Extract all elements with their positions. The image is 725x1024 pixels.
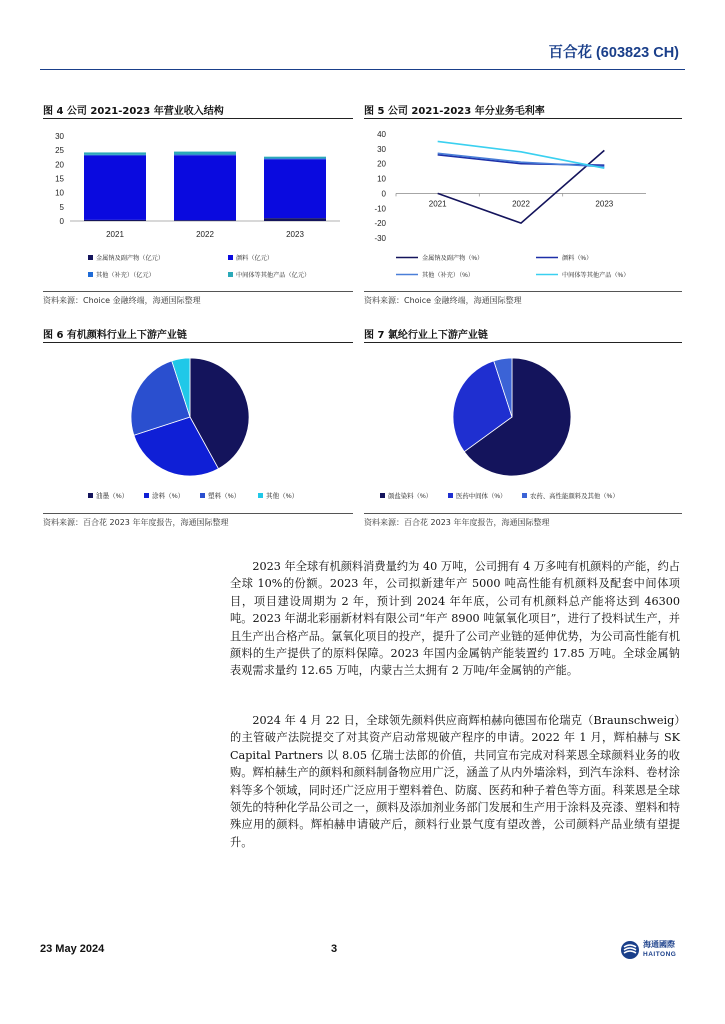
fig6-legend-swatch — [258, 493, 263, 498]
fig7-svg — [362, 346, 684, 512]
fig5-ytick-label: -10 — [374, 204, 386, 214]
fig5-title: 图 5 公司 2021-2023 年分业务毛利率 — [364, 106, 545, 117]
fig6-legend-swatch — [200, 493, 205, 498]
fig6-legend-label: 油墨（%） — [96, 493, 129, 500]
fig4-ytick-label: 10 — [55, 188, 64, 198]
fig7-title: 图 7 氯纶行业上下游产业链 — [364, 330, 488, 341]
fig4-bar-2022-s1 — [174, 155, 236, 220]
logo-text-cn: 海通國際 — [643, 940, 675, 949]
fig4-source: 资料来源：Choice 金融终端，海通国际整理 — [43, 296, 201, 305]
page-number: 3 — [331, 943, 338, 955]
fig4-title: 图 4 公司 2021-2023 年营业收入结构 — [43, 106, 224, 117]
fig4-ytick-label: 15 — [55, 174, 64, 184]
fig5-ytick-label: -20 — [374, 219, 386, 229]
fig4-chart — [40, 122, 356, 290]
fig5-ytick-label: 20 — [377, 159, 386, 169]
fig5-bottom-rule — [364, 291, 682, 292]
fig4-ytick-label: 0 — [59, 217, 64, 226]
fig6-legend-label: 塑料（%） — [208, 493, 241, 500]
fig5-ytick-label: 40 — [377, 130, 386, 139]
fig6-legend-swatch — [144, 493, 149, 498]
fig4-legend-label: 其他（补充）（亿元） — [96, 272, 155, 279]
fig4-legend-swatch — [228, 255, 233, 260]
fig7-legend-label: 农药、高性能颜料及其他（%） — [530, 493, 619, 500]
fig4-legend-swatch — [88, 255, 93, 260]
fig5-line-s0 — [438, 150, 605, 223]
haitong-logo — [620, 939, 690, 963]
fig6-source: 资料来源：百合花 2023 年年度报告，海通国际整理 — [43, 518, 229, 527]
fig5-line-s2 — [438, 153, 605, 166]
fig4-bar-2023-s0 — [264, 218, 326, 221]
fig4-legend-label: 中间体等其他产品（亿元） — [236, 272, 311, 279]
fig7-top-rule — [364, 342, 682, 343]
fig7-legend-label: 医药中间体（%） — [456, 493, 507, 500]
fig4-bar-2021-s3 — [84, 152, 146, 154]
fig4-svg — [40, 122, 356, 290]
fig5-ytick-label: 30 — [377, 144, 386, 154]
fig5-svg — [362, 122, 684, 290]
fig4-legend-label: 金属钠及副产物（亿元） — [96, 255, 165, 262]
fig5-legend-label: 中间体等其他产品（%） — [562, 272, 630, 279]
fig6-legend-label: 涂料（%） — [152, 493, 185, 500]
fig7-legend-label: 颜盐染料（%） — [388, 493, 433, 500]
fig6-chart — [40, 346, 356, 512]
fig7-legend-swatch — [448, 493, 453, 498]
fig7-bottom-rule — [364, 513, 682, 514]
fig6-title: 图 6 有机颜料行业上下游产业链 — [43, 330, 187, 341]
report-title: 百合花 (603823 CH) — [548, 45, 679, 61]
fig5-ytick-label: 0 — [381, 189, 386, 199]
fig5-xtick-label: 2021 — [428, 199, 447, 209]
fig7-source: 资料来源：百合花 2023 年年度报告，海通国际整理 — [364, 518, 550, 527]
body-paragraph-2: 2024 年 4 月 22 日，全球领先颜料供应商辉柏赫向德国布伦瑞克（Braunschweig）的主管破产法院提交了对其资产启动常规破产程序的申请。2022 年 1 月，辉柏赫与 SK Capital Partners 以 8.05 亿瑞士法郎的价值，共同宣布完成对科莱恩全球颜料业务的收购。辉柏赫生产的颜料和颜料制备物应用广泛，涵盖了从内外墙涂料，到汽车涂料、卷材涂料等多个领域，同时还广泛应用于塑料着色、防腐、医药和种子着色等方面。科莱恩是全球领先的特种化学品公司之一，颜料及添加剂业务部门发展和生产用于涂料及亮漆、塑料和特殊应用的颜料。辉柏赫申请破产后，颜料行业景气度有望改善，公司颜料产品业绩有望提升。 — [230, 714, 680, 849]
fig5-xtick-label: 2023 — [595, 199, 614, 209]
fig4-xtick-label: 2022 — [196, 230, 214, 239]
fig4-xtick-label: 2023 — [286, 230, 304, 239]
fig7-legend-swatch — [522, 493, 527, 498]
fig4-ytick-label: 30 — [55, 132, 64, 141]
fig4-bar-2021-s0 — [84, 220, 146, 221]
haitong-logo-icon — [620, 940, 640, 960]
fig6-svg — [40, 346, 356, 512]
fig4-ytick-label: 25 — [55, 146, 64, 156]
fig4-bar-2023-s3 — [264, 157, 326, 159]
fig4-bar-2022-s0 — [174, 220, 236, 221]
fig7-chart — [362, 346, 684, 512]
fig4-ytick-label: 20 — [55, 160, 64, 170]
fig4-bar-2022-s2 — [174, 154, 236, 155]
body-paragraph-1: 2023 年全球有机颜料消费量约为 40 万吨，公司拥有 4 万多吨有机颜料的产能，约占全球 10%的份额。2023 年，公司拟新建年产 5000 吨高性能有机颜料及配套中间体项目，项目建设周期为 2 年，预计到 2024 年年底，公司有机颜料总产能将达到 46300 吨。2023 年湖北彩丽新材料有限公司“年产 8900 吨氯氧化项目”，进行了投料试生产，并且生产出合格产品。氯氧化项目的投产，提升了公司产业链的延伸优势，为公司高性能有机颜料的生产提供了的原料保障。2023 年国内金属钠产能装置约 17.85 万吨。全球金属钠表观需求量约 12.65 万吨，内蒙古兰太拥有 2 万吨/年金属钠的产能。 — [230, 560, 680, 678]
header-divider — [40, 69, 685, 70]
fig5-top-rule — [364, 118, 682, 119]
fig4-legend-swatch — [88, 272, 93, 277]
fig5-legend-label: 金属钠及副产物（%） — [422, 255, 484, 262]
fig5-legend-label: 颜料（%） — [562, 255, 593, 262]
fig4-bottom-rule — [43, 291, 353, 292]
fig5-source: 资料来源：Choice 金融终端，海通国际整理 — [364, 296, 522, 305]
fig4-xtick-label: 2021 — [106, 230, 124, 239]
footer-date: 23 May 2024 — [40, 943, 105, 955]
fig5-ytick-label: -30 — [374, 234, 386, 243]
fig4-bar-2023-s2 — [264, 158, 326, 159]
fig6-bottom-rule — [43, 513, 353, 514]
fig4-legend-label: 颜料（亿元） — [236, 255, 274, 262]
fig4-bar-2021-s1 — [84, 156, 146, 220]
fig6-legend-label: 其他（%） — [266, 493, 299, 500]
fig6-legend-swatch — [88, 493, 93, 498]
fig5-xtick-label: 2022 — [512, 199, 530, 209]
fig5-legend-label: 其他（补充）（%） — [422, 272, 474, 279]
fig7-legend-swatch — [380, 493, 385, 498]
fig5-chart — [362, 122, 684, 290]
logo-text-en: HAITONG — [643, 951, 677, 958]
fig5-ytick-label: 10 — [377, 174, 386, 184]
fig4-ytick-label: 5 — [59, 202, 64, 212]
fig4-top-rule — [43, 118, 353, 119]
fig4-bar-2022-s3 — [174, 152, 236, 155]
fig4-bar-2021-s2 — [84, 155, 146, 156]
fig6-top-rule — [43, 342, 353, 343]
fig4-legend-swatch — [228, 272, 233, 277]
fig4-bar-2023-s1 — [264, 159, 326, 218]
